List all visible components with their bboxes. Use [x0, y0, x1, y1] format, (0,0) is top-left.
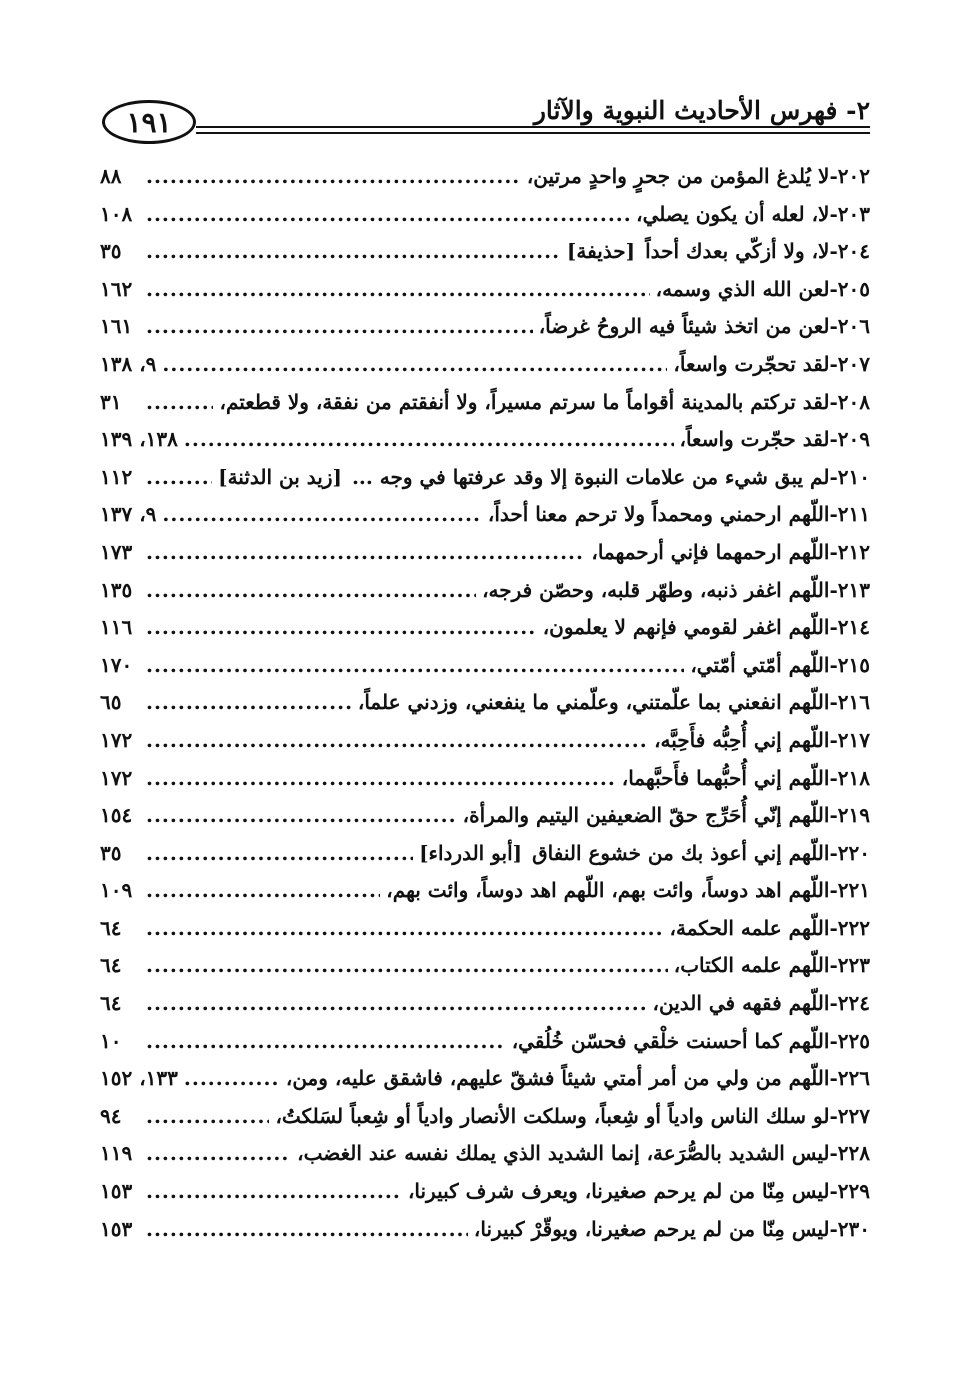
dot-leader [146, 534, 585, 572]
entry-narrator: [زيد بن الدثنة] [218, 464, 342, 489]
index-entry [100, 196, 870, 234]
entry-number: ٢٠٨- [829, 389, 870, 414]
entry-number: ٢٢٧- [829, 1103, 870, 1128]
dot-leader [146, 722, 648, 760]
entry-page-numbers: ١١٦ [100, 615, 133, 640]
entry-text: لو سلك الناس وادياً أو شِعباً، وسلكت الأنصار وادياً أو شِعباً لسَلكتُ، [275, 1103, 830, 1128]
entry-text: اللّهم علمه الكتاب، [673, 953, 830, 978]
entry-text: ليس مِنّا من لم يرحم صغيرنا، ويوقّرْ كبيرنا، [473, 1216, 830, 1241]
entry-number: ٢٠٩- [829, 427, 870, 452]
entry-text: لقد تركتم بالمدينة أقواماً ما سرتم مسيراً، ولا أنفقتم من نفقة، ولا قطعتم، [219, 389, 830, 414]
entry-number: ٢١٣- [829, 577, 870, 602]
entry-text: اللّهم إني أُحبُّهما فأَحبَّهما، [621, 765, 830, 790]
entry-page-numbers: ١٦٢ [100, 276, 133, 301]
index-entry [100, 421, 870, 459]
index-entry [100, 722, 870, 760]
entry-page-numbers: ١٧٠ [100, 652, 133, 677]
index-entry [100, 572, 870, 610]
entry-text: اللّهم فقهه في الدين، [652, 991, 830, 1016]
dot-leader [146, 158, 521, 196]
entry-text: اللّهم كما أحسنت خلْقي فحسّن خُلُقي، [511, 1028, 830, 1053]
page-number: ١٩١ [102, 100, 196, 144]
entry-number: ٢١٥- [829, 652, 870, 677]
index-entry [100, 1173, 870, 1211]
index-entry [100, 609, 870, 647]
dot-leader [162, 496, 481, 534]
hadith-index-list [100, 158, 870, 1248]
dot-leader [146, 271, 650, 309]
entry-page-numbers: ٦٥ [100, 690, 122, 715]
dot-leader [146, 196, 630, 234]
index-entry [100, 1098, 870, 1136]
entry-page-numbers: ١٠ [100, 1028, 122, 1053]
index-entry [100, 459, 870, 497]
dot-leader [146, 308, 533, 346]
entry-number: ٢٢٤- [829, 991, 870, 1016]
dot-leader [146, 647, 684, 685]
entry-page-numbers: ٩، ١٣٧ [100, 502, 157, 527]
entry-number: ٢١٠- [829, 464, 870, 489]
dot-leader [146, 835, 413, 873]
index-entry [100, 158, 870, 196]
dot-leader [146, 384, 213, 422]
entry-narrator: [حذيفة] [566, 239, 636, 264]
entry-page-numbers: ١٥٣ [100, 1179, 133, 1204]
index-entry [100, 835, 870, 873]
entry-page-numbers: ٣١ [100, 389, 122, 414]
entry-number: ٢٠٦- [829, 314, 870, 339]
dot-leader [146, 1098, 269, 1136]
entry-text: اللّهم من ولي من أمر أمتي شيئاً فشقّ عليهم، فاشقق عليه، ومن، [285, 1066, 830, 1091]
index-entry [100, 910, 870, 948]
index-entry [100, 534, 870, 572]
entry-page-numbers: ٦٤ [100, 915, 122, 940]
entry-page-numbers: ٣٥ [100, 239, 122, 264]
index-entry [100, 346, 870, 384]
index-entry [100, 1023, 870, 1061]
index-entry [100, 271, 870, 309]
entry-number: ٢١٦- [829, 690, 870, 715]
entry-number: ٢١١- [829, 502, 870, 527]
dot-leader [146, 1135, 291, 1173]
entry-page-numbers: ١٥٤ [100, 803, 133, 828]
header-rule [196, 126, 870, 128]
entry-text: اللّهم علمه الحكمة، [669, 915, 830, 940]
entry-number: ٢٢١- [829, 878, 870, 903]
entry-number: ٢٠٥- [829, 276, 870, 301]
entry-page-numbers: ٦٤ [100, 953, 122, 978]
entry-text: اللّهم إنّي أُحَرِّج حقّ الضعيفين اليتيم والمرأة، [462, 803, 830, 828]
dot-leader [146, 233, 561, 271]
entry-number: ٢٢٠- [829, 840, 870, 865]
entry-text: اللّهم إني أعوذ بك من خشوع النفاق [532, 840, 830, 865]
entry-page-numbers: ١٠٨ [100, 201, 133, 226]
entry-number: ٢٢٣- [829, 953, 870, 978]
index-entry [100, 384, 870, 422]
entry-number: ٢١٩- [829, 803, 870, 828]
entry-number: ٢١٧- [829, 727, 870, 752]
entry-text: اللّهم إني أُحِبُّه فأَحِبَّه، [654, 727, 830, 752]
entry-text: لا يُلدغ المؤمن من جحرٍ واحدٍ مرتين، [526, 164, 830, 188]
index-entry [100, 684, 870, 722]
entry-text: ليس الشديد بالصُّرَعة، إنما الشديد الذي يملك نفسه عند الغضب، [297, 1141, 830, 1166]
entry-text: اللّهم اهد دوساً، وائت بهم، اللّهم اهد دوساً، وائت بهم، [386, 878, 830, 903]
entry-page-numbers: ٩، ١٣٨ [100, 351, 157, 376]
index-entry [100, 1060, 870, 1098]
entry-number: ٢٠٧- [829, 351, 870, 376]
index-entry [100, 947, 870, 985]
entry-page-numbers: ١٣٨، ١٣٩ [100, 427, 178, 452]
entry-text: ليس مِنّا من لم يرحم صغيرنا، ويعرف شرف كبيرنا، [407, 1179, 830, 1204]
dot-leader [146, 760, 616, 798]
entry-page-numbers: ١٣٥ [100, 577, 133, 602]
entry-text: لم يبق شيء من علامات النبوة إلا وقد عرفتها في وجه ... [351, 464, 830, 489]
index-entry [100, 760, 870, 798]
entry-text: اللّهم ارحمني ومحمداً ولا ترحم معنا أحداً، [487, 502, 830, 527]
dot-leader [146, 1023, 506, 1061]
dot-leader [146, 797, 457, 835]
entry-page-numbers: ٦٤ [100, 991, 122, 1016]
entry-text: لقد تحجّرت واسعاً، [673, 351, 830, 376]
index-entry [100, 985, 870, 1023]
dot-leader [184, 1060, 280, 1098]
entry-text: لعن من اتخذ شيئاً فيه الروحُ غرضاً، [538, 314, 830, 339]
entry-number: ٢٢٦- [829, 1066, 870, 1091]
entry-text: اللّهم أمّتي أمّتي، [690, 652, 830, 677]
entry-text: اللّهم انفعني بما علّمتني، وعلّمني ما ينفعني، وزدني علماً، [357, 690, 830, 715]
entry-number: ٢١٤- [829, 615, 870, 640]
entry-page-numbers: ١٧٢ [100, 727, 133, 752]
dot-leader [146, 872, 380, 910]
dot-leader [184, 421, 674, 459]
dot-leader [146, 947, 668, 985]
dot-leader [146, 985, 647, 1023]
index-entry [100, 496, 870, 534]
index-entry [100, 872, 870, 910]
entry-text: لا، لعله أن يكون يصلي، [636, 201, 830, 226]
entry-page-numbers: ١٧٢ [100, 765, 133, 790]
entry-number: ٢٠٤- [829, 239, 870, 264]
dot-leader [146, 1173, 402, 1211]
index-entry [100, 1211, 870, 1249]
index-entry [100, 647, 870, 685]
entry-number: ٢٢٩- [829, 1179, 870, 1204]
entry-text: لعن الله الذي وسمه، [655, 276, 830, 301]
entry-page-numbers: ١٥٣ [100, 1216, 133, 1241]
entry-narrator: [أبو الدرداء] [419, 840, 523, 865]
entry-page-numbers: ١٦١ [100, 314, 133, 339]
dot-leader [146, 572, 476, 610]
dot-leader [146, 1211, 468, 1249]
entry-page-numbers: ١١٢ [100, 464, 133, 489]
entry-text: لا، ولا أزكّي بعدك أحداً [645, 239, 830, 264]
entry-page-numbers: ١٧٣ [100, 539, 133, 564]
entry-page-numbers: ١١٩ [100, 1141, 133, 1166]
page-header [100, 96, 870, 158]
index-entry [100, 308, 870, 346]
dot-leader [146, 910, 664, 948]
entry-number: ٢٠٣- [829, 201, 870, 226]
entry-text: اللّهم اغفر ذنبه، وطهّر قلبه، وحصّن فرجه، [482, 577, 830, 602]
index-entry [100, 797, 870, 835]
entry-page-numbers: ٣٥ [100, 840, 122, 865]
dot-leader [146, 459, 212, 497]
entry-page-numbers: ٨٨ [100, 164, 122, 188]
entry-text: اللّهم ارحمهما فإني أرحمهما، [591, 539, 830, 564]
entry-number: ٢١٨- [829, 765, 870, 790]
section-title: ٢- فهرس الأحاديث النبوية والآثار [526, 96, 870, 125]
entry-number: ٢٢٢- [829, 915, 870, 940]
header-rule [196, 132, 870, 134]
entry-number: ٢٣٠- [829, 1216, 870, 1241]
entry-page-numbers: ١٣٣، ١٥٢ [100, 1066, 178, 1091]
dot-leader [146, 684, 352, 722]
entry-page-numbers: ١٠٩ [100, 878, 133, 903]
entry-number: ٢٢٥- [829, 1028, 870, 1053]
dot-leader [146, 609, 537, 647]
entry-page-numbers: ٩٤ [100, 1103, 122, 1128]
index-entry [100, 233, 870, 271]
dot-leader [162, 346, 667, 384]
entry-number: ٢٢٨- [829, 1141, 870, 1166]
entry-text: لقد حجّرت واسعاً، [679, 427, 830, 452]
entry-number: ٢١٢- [829, 539, 870, 564]
entry-text: اللّهم اغفر لقومي فإنهم لا يعلمون، [542, 615, 830, 640]
entry-number: ٢٠٢- [829, 164, 870, 188]
index-entry [100, 1135, 870, 1173]
